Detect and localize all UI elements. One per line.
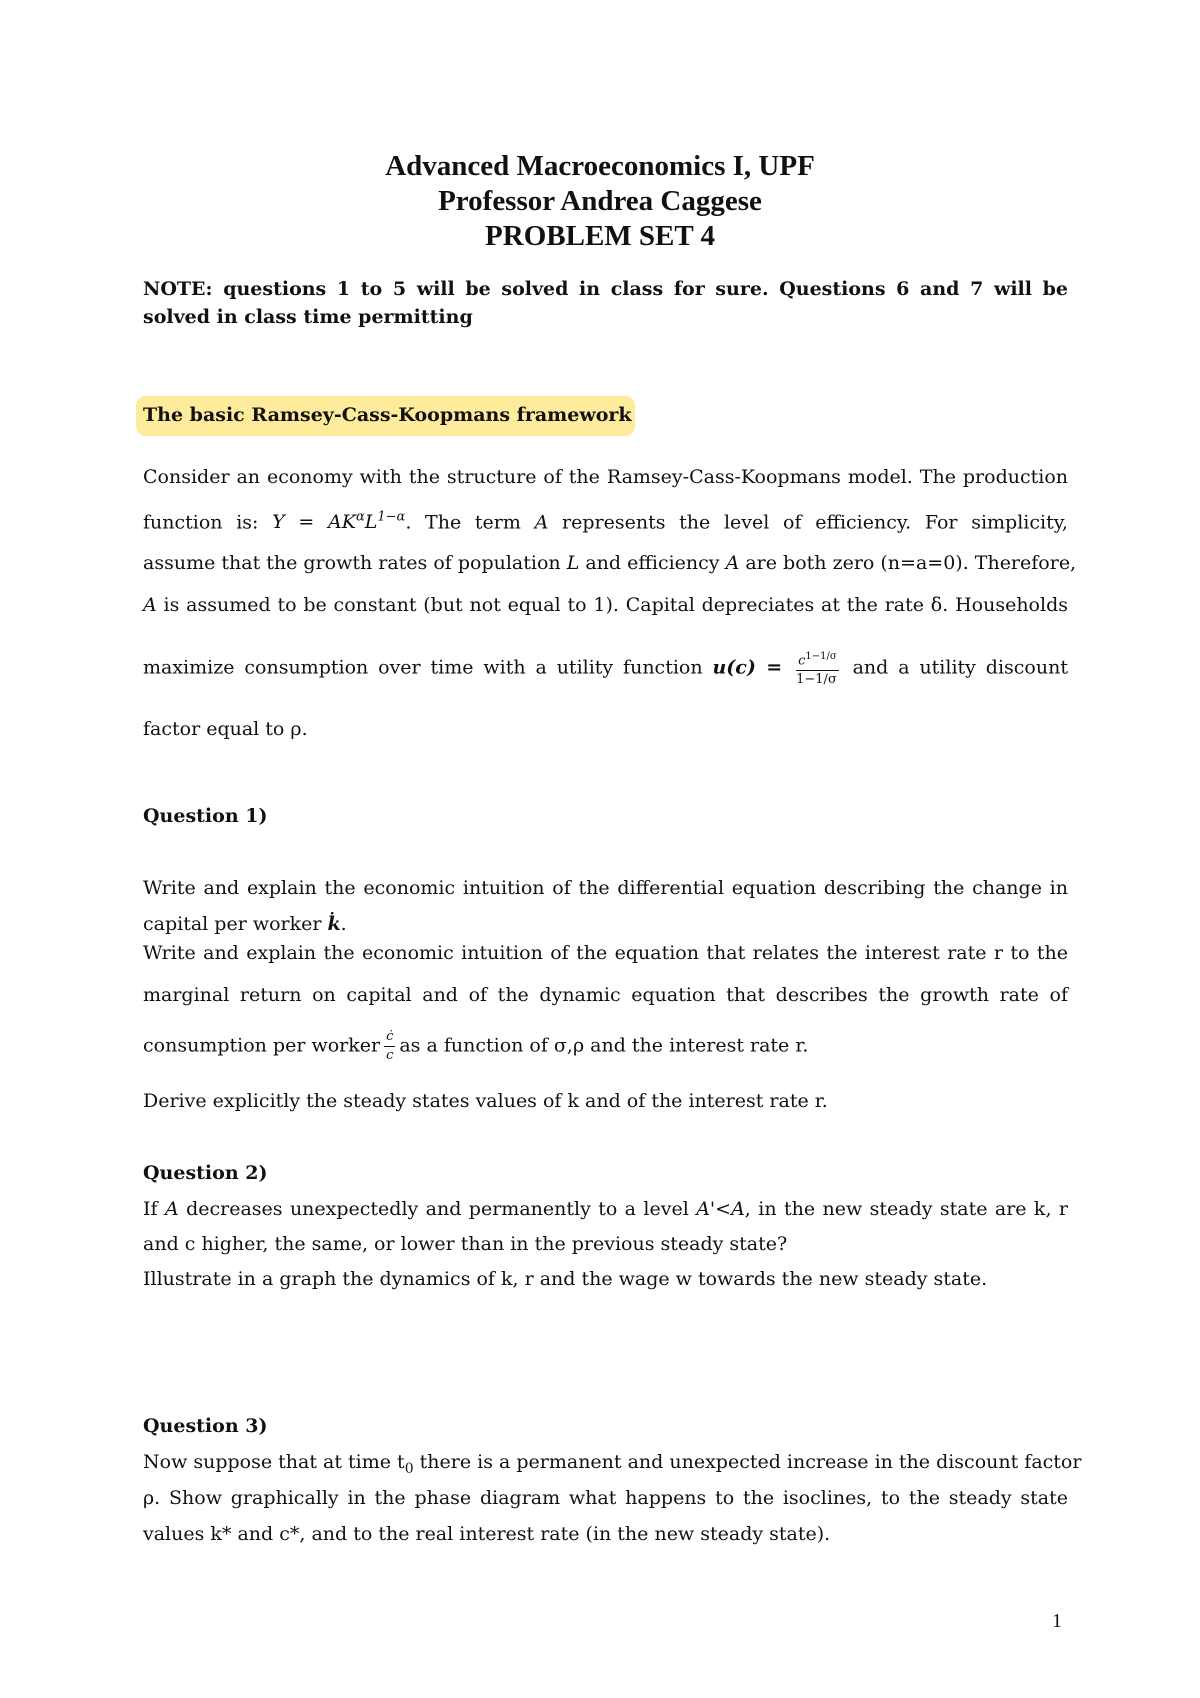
q2-text-1b: decreases unexpectedly and permanently to a level [186, 1198, 689, 1220]
q3-line-2 [143, 1487, 1068, 1509]
q3-line-1 [143, 1451, 1082, 1477]
q1-text-1: Write and explain the economic intuition of the differential equation describing the change in [143, 877, 1068, 899]
q3-line-3: values k* and c*, and to the real interest rate (in the new steady state). [143, 1523, 831, 1545]
q1-text-3: Write and explain the economic intuition of the equation that relates the interest rate r to the [143, 942, 1068, 964]
section-title: The basic Ramsey-Cass-Koopmans framework [143, 404, 632, 426]
q1-text-2a: capital per worker [143, 913, 322, 935]
utility-fraction: $\frac{c^{1-1/\sigma}}{1-1/\sigma}$ [796, 651, 837, 688]
symbol-L: L [566, 552, 580, 574]
course-title: Advanced Macroeconomics I, UPF [385, 150, 815, 182]
k-dot-symbol: k̇ [327, 913, 341, 935]
question-3-title: Question 3) [143, 1415, 268, 1437]
intro-text-2b: . The term [405, 511, 521, 534]
intro-line-6: factor equal to ρ. [143, 718, 308, 740]
q2-text-1c: , in the new steady state are k, r [744, 1198, 1068, 1220]
symbol-A: A [143, 594, 157, 616]
q3-text-1b: there is a permanent and unexpected increase in the discount factor [413, 1451, 1082, 1473]
question-2-title: Question 2) [143, 1162, 268, 1184]
question-1-title: Question 1) [143, 805, 268, 827]
q2-line-3: Illustrate in a graph the dynamics of k, r and the wage w towards the new steady state. [143, 1268, 988, 1290]
intro-text-3b: and efficiency [585, 552, 720, 574]
symbol-A: A [164, 1198, 179, 1220]
intro-text-2c: represents the level of efficiency. For simplicity, [562, 511, 1068, 534]
q1-line-1 [143, 877, 1068, 899]
q2-text-1a: If [143, 1198, 158, 1220]
page-number: 1 [1052, 1610, 1062, 1632]
intro-text-5b: and a utility discount [852, 656, 1068, 679]
intro-text-1: Consider an economy with the structure of the Ramsey-Cass-Koopmans model. The production [143, 466, 1068, 488]
note-text: NOTE: questions 1 to 5 will be solved in class for sure. Questions 6 and 7 will be solved in class time permitting [143, 278, 1068, 328]
problem-set-title: PROBLEM SET 4 [485, 220, 715, 252]
production-function: $Y = AK^\alpha L^{1-\alpha}$ [272, 510, 406, 534]
utility-function: u(c) = [712, 656, 783, 679]
q1-line-6: Derive explicitly the steady states values of k and of the interest rate r. [143, 1090, 828, 1112]
q1-line-2 [143, 913, 1068, 935]
intro-text-3a: assume that the growth rates of population [143, 552, 561, 574]
q1-text-5b: as a function of σ,ρ and the interest rate r. [399, 1034, 809, 1057]
q3-text-2: ρ. Show graphically in the phase diagram what happens to the isoclines, to the steady state [143, 1487, 1068, 1509]
intro-text-4: is assumed to be constant (but not equal to 1). Capital depreciates at the rate δ. Households [163, 594, 1068, 616]
q1-text-2b: . [340, 913, 347, 935]
symbol-A: A [725, 552, 740, 574]
q2-line-1 [143, 1198, 1068, 1220]
intro-text-2a: function is: [143, 511, 259, 534]
symbol-A: A [534, 511, 549, 534]
intro-line-1 [143, 466, 1068, 488]
q1-text-5a: consumption per worker [143, 1034, 381, 1057]
symbol-A-prime: A'<A [696, 1198, 745, 1220]
intro-text-5a: maximize consumption over time with a utility function [143, 656, 703, 679]
q1-line-3 [143, 942, 1068, 964]
intro-line-2 [143, 510, 1068, 533]
professor-name: Professor Andrea Caggese [438, 185, 762, 217]
q3-text-1a: Now suppose that at time t [143, 1451, 405, 1473]
q1-line-4 [143, 984, 1068, 1006]
q1-line-5 [143, 1030, 1068, 1063]
q3-subscript: 0 [404, 1460, 414, 1477]
consumption-growth-fraction: $\frac{ċ}{c}$ [386, 1029, 394, 1063]
q2-line-2: and c higher, the same, or lower than in the previous steady state? [143, 1233, 788, 1255]
intro-line-4 [143, 594, 1068, 616]
intro-line-3 [143, 552, 1077, 574]
q1-text-4: marginal return on capital and of the dynamic equation that describes the growth rate of [143, 984, 1068, 1006]
intro-line-5 [143, 650, 1068, 687]
intro-text-3c: are both zero (n=a=0). Therefore, [745, 552, 1077, 574]
